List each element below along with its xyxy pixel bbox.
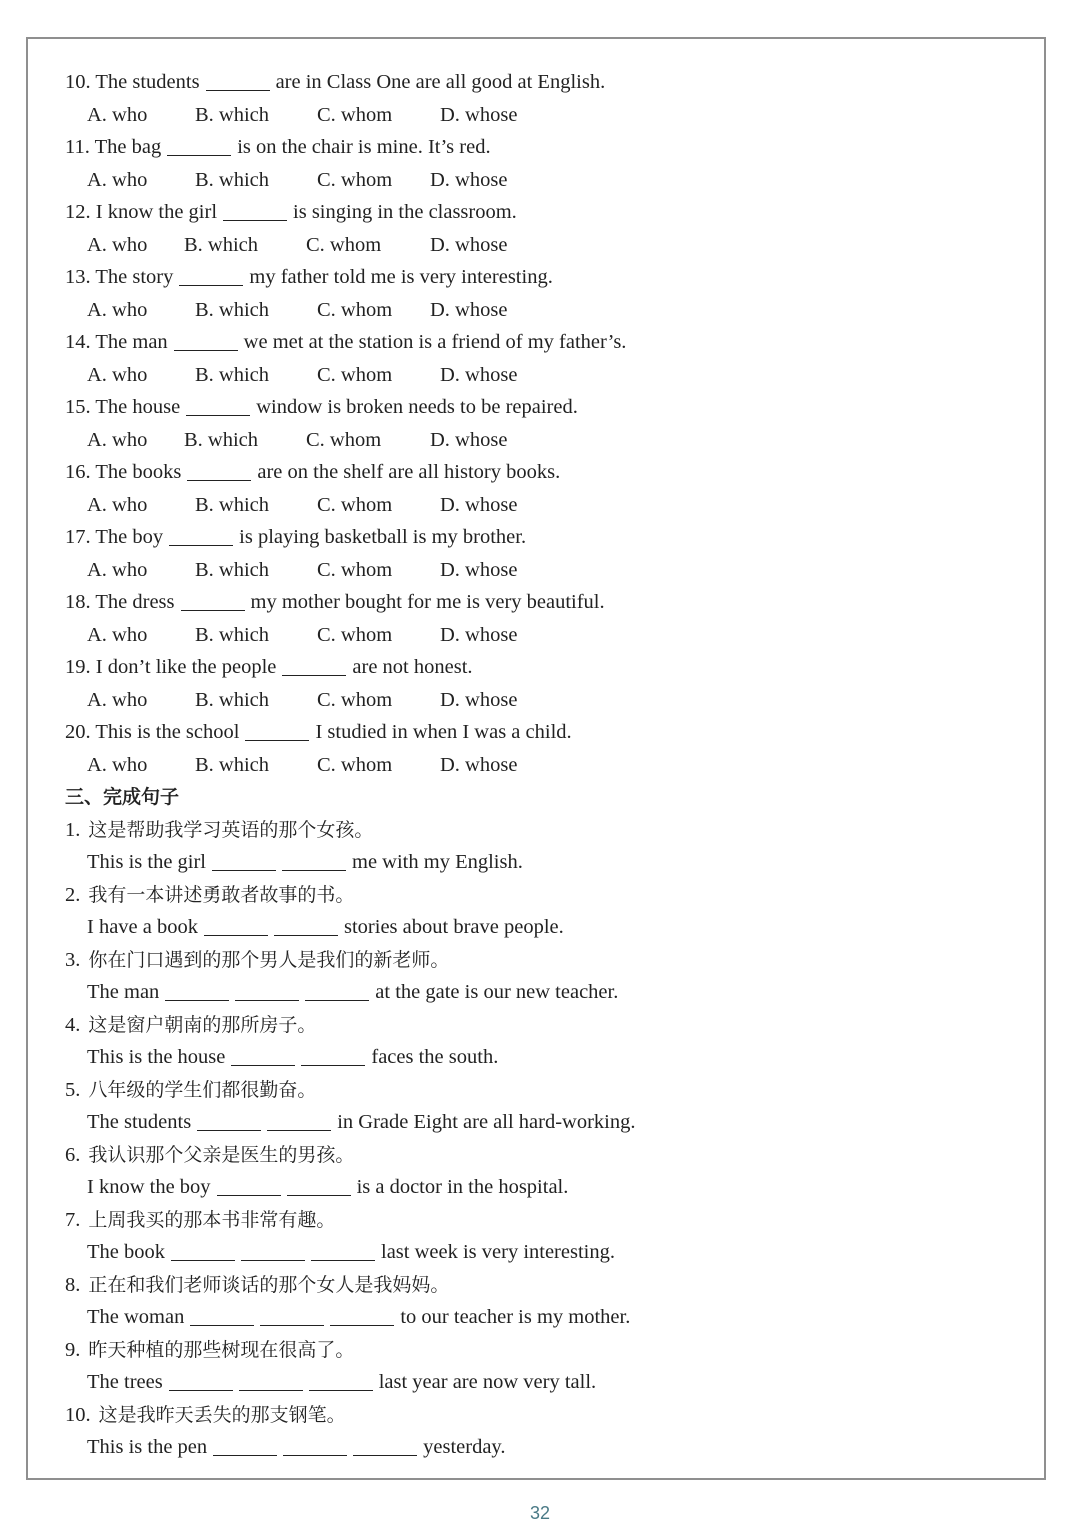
item-number: 9.: [65, 1338, 81, 1361]
sentence-start: The students: [87, 1111, 192, 1133]
answer-blank[interactable]: [282, 850, 346, 871]
answer-blank[interactable]: [169, 525, 233, 546]
question-stem: [65, 196, 1025, 229]
chinese-sentence: 我有一本讲述勇敢者故事的书。: [88, 883, 355, 906]
option-b[interactable]: B. which: [195, 558, 270, 581]
english-sentence: [65, 1431, 1025, 1464]
sentence-start: This is the house: [87, 1046, 226, 1068]
option-b[interactable]: B. which: [195, 753, 270, 776]
option-a[interactable]: A. who: [87, 168, 148, 191]
answer-blank[interactable]: [235, 980, 299, 1001]
option-a[interactable]: A. who: [87, 233, 148, 256]
item-number: 7.: [65, 1208, 81, 1231]
option-a[interactable]: A. who: [87, 688, 148, 711]
answer-blank[interactable]: [213, 1435, 277, 1456]
sentence-end: stories about brave people.: [344, 916, 564, 938]
option-c[interactable]: C. whom: [317, 493, 393, 516]
answer-options: [65, 164, 1025, 197]
option-b[interactable]: B. which: [195, 363, 270, 386]
english-sentence: [65, 1236, 1025, 1269]
english-sentence: [65, 976, 1025, 1009]
chinese-prompt: [65, 1204, 1025, 1237]
question-text-after: we met at the station is a friend of my father’s.: [243, 331, 627, 353]
chinese-sentence: 这是我昨天丢失的那支钢笔。: [98, 1403, 346, 1426]
option-a[interactable]: A. who: [87, 753, 148, 776]
option-a[interactable]: A. who: [87, 103, 148, 126]
answer-options: [65, 619, 1025, 652]
question-stem: [65, 391, 1025, 424]
option-a[interactable]: A. who: [87, 363, 148, 386]
answer-options: [65, 489, 1025, 522]
sentence-start: The trees: [87, 1371, 163, 1393]
answer-blank[interactable]: [179, 265, 243, 286]
chinese-sentence: 我认识那个父亲是医生的男孩。: [88, 1143, 355, 1166]
question-text-before: 16. The books: [65, 461, 182, 483]
chinese-prompt: [65, 879, 1025, 912]
answer-options: [65, 749, 1025, 782]
question-stem: [65, 66, 1025, 99]
english-sentence: [65, 1041, 1025, 1074]
question-text-after: is playing basketball is my brother.: [239, 526, 527, 548]
option-c[interactable]: C. whom: [317, 103, 393, 126]
chinese-sentence: 这是帮助我学习英语的那个女孩。: [88, 818, 374, 841]
section-title: 三、完成句子: [65, 786, 180, 808]
option-a[interactable]: A. who: [87, 623, 148, 646]
question-text-before: 14. The man: [65, 331, 168, 353]
answer-blank[interactable]: [287, 1175, 351, 1196]
question-text-before: 11. The bag: [65, 136, 162, 158]
answer-blank[interactable]: [165, 980, 229, 1001]
option-b[interactable]: B. which: [195, 493, 270, 516]
answer-blank[interactable]: [267, 1110, 331, 1131]
answer-blank[interactable]: [309, 1370, 373, 1391]
answer-blank[interactable]: [186, 395, 250, 416]
sentence-start: The woman: [87, 1306, 185, 1328]
answer-options: [65, 684, 1025, 717]
option-d[interactable]: D. whose: [430, 168, 508, 191]
question-text-before: 17. The boy: [65, 526, 164, 548]
option-d[interactable]: D. whose: [430, 428, 508, 451]
question-stem: [65, 261, 1025, 294]
question-text-before: 10. The students: [65, 71, 200, 93]
question-text-after: are in Class One are all good at English.: [275, 71, 606, 93]
option-d[interactable]: D. whose: [440, 623, 518, 646]
answer-blank[interactable]: [212, 850, 276, 871]
sentence-start: This is the pen: [87, 1436, 208, 1458]
answer-blank[interactable]: [174, 330, 238, 351]
option-c[interactable]: C. whom: [317, 688, 393, 711]
sentence-end: is a doctor in the hospital.: [356, 1176, 569, 1198]
option-d[interactable]: D. whose: [440, 688, 518, 711]
option-c[interactable]: C. whom: [317, 363, 393, 386]
answer-options: [65, 99, 1025, 132]
sentence-end: me with my English.: [352, 851, 523, 873]
item-number: 2.: [65, 883, 81, 906]
option-a[interactable]: A. who: [87, 428, 148, 451]
chinese-prompt: [65, 814, 1025, 847]
question-text-after: I studied in when I was a child.: [315, 721, 572, 743]
answer-blank[interactable]: [204, 915, 268, 936]
answer-options: [65, 424, 1025, 457]
chinese-sentence: 正在和我们老师谈话的那个女人是我妈妈。: [88, 1273, 450, 1296]
sentence-end: last week is very interesting.: [381, 1241, 615, 1263]
question-text-after: my father told me is very interesting.: [249, 266, 553, 288]
option-d[interactable]: D. whose: [440, 493, 518, 516]
answer-blank[interactable]: [169, 1370, 233, 1391]
answer-blank[interactable]: [330, 1305, 394, 1326]
question-text-before: 12. I know the girl: [65, 201, 218, 223]
question-stem: [65, 586, 1025, 619]
option-d[interactable]: D. whose: [430, 233, 508, 256]
item-number: 6.: [65, 1143, 81, 1166]
answer-blank[interactable]: [223, 200, 287, 221]
sentence-end: at the gate is our new teacher.: [375, 981, 619, 1003]
answer-blank[interactable]: [217, 1175, 281, 1196]
question-stem: [65, 326, 1025, 359]
option-b[interactable]: B. which: [195, 688, 270, 711]
option-d[interactable]: D. whose: [430, 298, 508, 321]
question-text-before: 20. This is the school: [65, 721, 240, 743]
question-text-after: are on the shelf are all history books.: [257, 461, 561, 483]
chinese-sentence: 昨天种植的那些树现在很高了。: [88, 1338, 355, 1361]
chinese-prompt: [65, 1074, 1025, 1107]
english-sentence: [65, 1171, 1025, 1204]
chinese-prompt: [65, 1009, 1025, 1042]
sentence-start: I have a book: [87, 916, 198, 938]
answer-blank[interactable]: [197, 1110, 261, 1131]
chinese-prompt: [65, 1399, 1025, 1432]
item-number: 1.: [65, 818, 81, 841]
answer-blank[interactable]: [241, 1240, 305, 1261]
answer-blank[interactable]: [190, 1305, 254, 1326]
english-sentence: [65, 1301, 1025, 1334]
question-text-after: window is broken needs to be repaired.: [256, 396, 578, 418]
item-number: 5.: [65, 1078, 81, 1101]
answer-blank[interactable]: [167, 135, 231, 156]
option-d[interactable]: D. whose: [440, 103, 518, 126]
option-d[interactable]: D. whose: [440, 753, 518, 776]
sentence-end: yesterday.: [423, 1436, 506, 1458]
answer-blank[interactable]: [206, 70, 270, 91]
option-b[interactable]: B. which: [184, 233, 259, 256]
sentence-start: This is the girl: [87, 851, 207, 873]
answer-options: [65, 554, 1025, 587]
option-b[interactable]: B. which: [195, 298, 270, 321]
option-c[interactable]: C. whom: [317, 753, 393, 776]
sentence-end: in Grade Eight are all hard-working.: [337, 1111, 636, 1133]
option-c[interactable]: C. whom: [317, 558, 393, 581]
answer-blank[interactable]: [187, 460, 251, 481]
answer-blank[interactable]: [245, 720, 309, 741]
chinese-sentence: 你在门口遇到的那个男人是我们的新老师。: [88, 948, 450, 971]
answer-options: [65, 294, 1025, 327]
question-stem: [65, 716, 1025, 749]
answer-blank[interactable]: [260, 1305, 324, 1326]
answer-blank[interactable]: [353, 1435, 417, 1456]
chinese-prompt: [65, 944, 1025, 977]
answer-blank[interactable]: [239, 1370, 303, 1391]
option-c[interactable]: C. whom: [306, 233, 382, 256]
chinese-prompt: [65, 1269, 1025, 1302]
answer-blank[interactable]: [305, 980, 369, 1001]
chinese-sentence: 这是窗户朝南的那所房子。: [88, 1013, 317, 1036]
item-number: 10.: [65, 1403, 91, 1426]
question-text-before: 19. I don’t like the people: [65, 656, 277, 678]
sentence-start: I know the boy: [87, 1176, 211, 1198]
option-a[interactable]: A. who: [87, 558, 148, 581]
question-text-after: my mother bought for me is very beautiful.: [250, 591, 605, 613]
option-b[interactable]: B. which: [195, 623, 270, 646]
option-d[interactable]: D. whose: [440, 363, 518, 386]
question-stem: [65, 456, 1025, 489]
question-text-after: is singing in the classroom.: [293, 201, 517, 223]
item-number: 4.: [65, 1013, 81, 1036]
item-number: 8.: [65, 1273, 81, 1296]
answer-blank[interactable]: [311, 1240, 375, 1261]
question-text-after: is on the chair is mine. It’s red.: [237, 136, 491, 158]
option-b[interactable]: B. which: [184, 428, 259, 451]
english-sentence: [65, 846, 1025, 879]
question-text-before: 13. The story: [65, 266, 174, 288]
option-d[interactable]: D. whose: [440, 558, 518, 581]
sentence-end: to our teacher is my mother.: [400, 1306, 631, 1328]
question-stem: [65, 131, 1025, 164]
option-c[interactable]: C. whom: [317, 168, 393, 191]
sentence-start: The book: [87, 1241, 165, 1263]
answer-blank[interactable]: [231, 1045, 295, 1066]
answer-blank[interactable]: [282, 655, 346, 676]
option-a[interactable]: A. who: [87, 298, 148, 321]
english-sentence: [65, 1106, 1025, 1139]
english-sentence: [65, 1366, 1025, 1399]
question-text-before: 15. The house: [65, 396, 181, 418]
answer-blank[interactable]: [274, 915, 338, 936]
english-sentence: [65, 911, 1025, 944]
chinese-prompt: [65, 1334, 1025, 1367]
sentence-end: faces the south.: [371, 1046, 499, 1068]
sentence-end: last year are now very tall.: [378, 1371, 597, 1393]
answer-blank[interactable]: [171, 1240, 235, 1261]
option-c[interactable]: C. whom: [317, 298, 393, 321]
question-text-before: 18. The dress: [65, 591, 175, 613]
question-stem: [65, 651, 1025, 684]
question-stem: [65, 521, 1025, 554]
chinese-sentence: 上周我买的那本书非常有趣。: [88, 1208, 336, 1231]
item-number: 3.: [65, 948, 81, 971]
answer-options: [65, 359, 1025, 392]
chinese-prompt: [65, 1139, 1025, 1172]
answer-blank[interactable]: [181, 590, 245, 611]
sentence-start: The man: [87, 981, 160, 1003]
option-c[interactable]: C. whom: [306, 428, 382, 451]
option-b[interactable]: B. which: [195, 103, 270, 126]
answer-blank[interactable]: [301, 1045, 365, 1066]
question-text-after: are not honest.: [352, 656, 473, 678]
option-c[interactable]: C. whom: [317, 623, 393, 646]
option-a[interactable]: A. who: [87, 493, 148, 516]
chinese-sentence: 八年级的学生们都很勤奋。: [88, 1078, 317, 1101]
answer-options: [65, 229, 1025, 262]
answer-blank[interactable]: [283, 1435, 347, 1456]
worksheet-content: [65, 66, 1025, 1464]
page-number: 32: [529, 1503, 551, 1523]
option-b[interactable]: B. which: [195, 168, 270, 191]
